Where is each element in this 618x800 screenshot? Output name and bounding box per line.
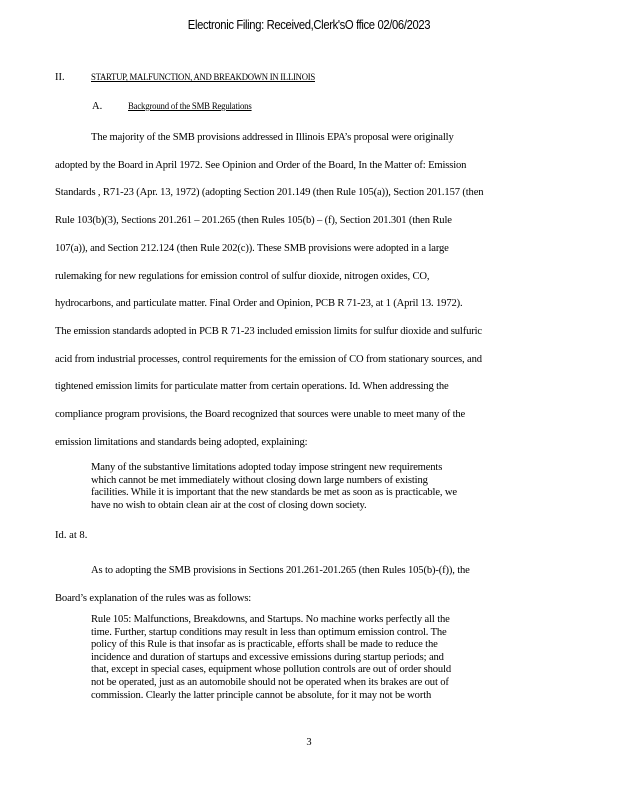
quote-line: facilities. While it is important that the new standards be met as soon as is practicable, we	[91, 487, 457, 499]
filing-stamp-header: Electronic Filing: Received,Clerk'sO ffice 02/06/2023	[187, 18, 431, 32]
paragraph-line: emission limitations and standards being adopted, explaining:	[55, 436, 308, 448]
paragraph-line: adopted by the Board in April 1972. See Opinion and Order of the Board, In the Matter of: Emission	[55, 159, 467, 171]
section-number: II.	[55, 72, 65, 83]
paragraph-line: The emission standards adopted in PCB R 71-23 included emission limits for sulfur dioxide and sulfuric	[55, 325, 482, 337]
quote-line: which cannot be met immediately without closing down large numbers of existing	[91, 474, 428, 486]
quote-line: commission. Clearly the latter principle cannot be absolute, for it may not be worth	[91, 689, 432, 701]
paragraph-line: rulemaking for new regulations for emission control of sulfur dioxide, nitrogen oxides, CO,	[55, 270, 430, 282]
quote-line: time. Further, startup conditions may result in less than optimum emission control. The	[91, 626, 447, 638]
paragraph-line: As to adopting the SMB provisions in Sections 201.261-201.265 (then Rules 105(b)-(f)), the	[91, 565, 470, 576]
paragraph-line: hydrocarbons, and particulate matter. Final Order and Opinion, PCB R 71-23, at 1 (April 13. 1972).	[55, 298, 463, 310]
paragraph-2	[55, 557, 470, 612]
paragraph-line: 107(a)), and Section 212.124 (then Rule 202(c)). These SMB provisions were adopted in a large	[55, 242, 449, 254]
quote-line: Many of the substantive limitations adopted today impose stringent new requirements	[91, 462, 443, 473]
quote-line: incidence and duration of startups and excessive emissions during startup periods; and	[91, 651, 444, 663]
subsection-letter: A.	[92, 101, 103, 112]
paragraph-line: Standards , R71-23 (Apr. 13, 1972) (adopting Section 201.149 (then Rule 105(a)), Section 201.157 (then	[55, 187, 484, 199]
block-quote-1	[91, 462, 541, 512]
section-title: STARTUP, MALFUNCTION, AND BREAKDOWN IN ILLINOIS	[91, 73, 315, 83]
quote-line: that, except in special cases, equipment whose pollution controls are out of order should	[91, 664, 451, 676]
paragraph-line: Rule 103(b)(3), Sections 201.261 – 201.265 (then Rules 105(b) – (f), Section 201.301 (then Rule	[55, 215, 452, 227]
paragraph-line: Board’s explanation of the rules was as follows:	[55, 592, 252, 604]
quote-line: have no wish to obtain clean air at the cost of closing down society.	[91, 499, 367, 511]
citation-id-at: Id. at 8.	[55, 530, 88, 541]
paragraph-line: compliance program provisions, the Board recognized that sources were unable to meet many of the	[55, 409, 466, 421]
subsection-heading	[92, 101, 262, 112]
subsection-title: Background of the SMB Regulations	[128, 102, 252, 112]
paragraph-line: The majority of the SMB provisions addressed in Illinois EPA’s proposal were originally	[91, 132, 454, 143]
block-quote-2	[91, 614, 541, 702]
quote-line: policy of this Rule is that insofar as is practicable, efforts shall be made to reduce the	[91, 639, 438, 651]
paragraph-1	[55, 124, 560, 456]
quote-line: not be operated, just as an automobile should not be operated when its brakes are out of	[91, 676, 449, 688]
paragraph-line: tightened emission limits for particulate matter from certain operations. Id. When addressing the	[55, 381, 449, 393]
quote-line: Rule 105: Malfunctions, Breakdowns, and Startups. No machine works perfectly all the	[91, 614, 450, 625]
page-number: 3	[306, 737, 312, 748]
section-heading	[55, 72, 334, 83]
paragraph-line: acid from industrial processes, control requirements for the emission of CO from stationary sources, and	[55, 353, 482, 365]
